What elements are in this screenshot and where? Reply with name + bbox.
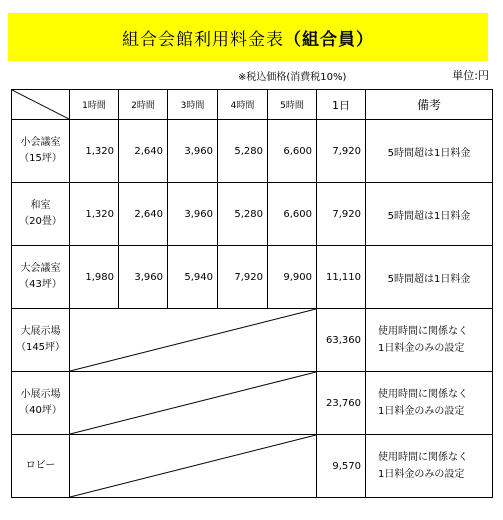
note-line-2: 1日料金のみの設定 xyxy=(378,343,465,354)
room-name: 小展示場 xyxy=(20,389,61,400)
price-3h: 5,940 xyxy=(168,246,218,309)
price-day: 11,110 xyxy=(317,246,366,309)
note-cell: 5時間超は1日料金 xyxy=(366,120,493,183)
title-sub: （組合員） xyxy=(284,29,374,50)
price-day: 7,920 xyxy=(317,183,366,246)
table-row xyxy=(12,246,493,309)
note-line-2: 1日料金のみの設定 xyxy=(378,406,465,417)
table-row xyxy=(12,120,493,183)
room-name: ロビー xyxy=(25,460,56,471)
header-4h: 4時間 xyxy=(218,90,268,120)
room-cell xyxy=(12,309,70,372)
note-line-2: 1日料金のみの設定 xyxy=(378,469,465,480)
price-2h: 2,640 xyxy=(119,120,168,183)
price-3h: 3,960 xyxy=(168,120,218,183)
price-5h: 6,600 xyxy=(268,183,317,246)
note-cell xyxy=(366,435,493,498)
price-4h: 7,920 xyxy=(218,246,268,309)
room-size: （40坪） xyxy=(19,405,62,416)
price-2h: 2,640 xyxy=(119,183,168,246)
room-size: （43坪） xyxy=(19,279,62,290)
header-3h: 3時間 xyxy=(168,90,218,120)
table-row xyxy=(12,435,493,498)
note-cell: 5時間超は1日料金 xyxy=(366,246,493,309)
price-day: 7,920 xyxy=(317,120,366,183)
note-cell xyxy=(366,372,493,435)
unit-note: 単位:円 xyxy=(452,69,489,82)
not-applicable-diagonal xyxy=(70,372,316,434)
table-row xyxy=(12,309,493,372)
price-day: 9,570 xyxy=(317,435,366,498)
room-name: 大展示場 xyxy=(20,326,61,337)
price-4h: 5,280 xyxy=(218,183,268,246)
room-cell xyxy=(12,120,70,183)
room-name: 大会議室 xyxy=(20,263,61,274)
note-cell: 5時間超は1日料金 xyxy=(366,183,493,246)
price-1h: 1,980 xyxy=(70,246,119,309)
header-note: 備考 xyxy=(366,90,493,120)
note-line-1: 使用時間に関係なく xyxy=(378,452,468,463)
table-row xyxy=(12,372,493,435)
price-2h: 3,960 xyxy=(119,246,168,309)
not-applicable-cell xyxy=(70,309,317,372)
price-4h: 5,280 xyxy=(218,120,268,183)
note-cell xyxy=(366,309,493,372)
header-2h: 2時間 xyxy=(119,90,168,120)
price-5h: 6,600 xyxy=(268,120,317,183)
price-day: 63,360 xyxy=(317,309,366,372)
price-day: 23,760 xyxy=(317,372,366,435)
title-banner xyxy=(8,13,488,61)
room-name: 小会議室 xyxy=(20,137,61,148)
not-applicable-cell xyxy=(70,372,317,435)
table-row xyxy=(12,183,493,246)
price-5h: 9,900 xyxy=(268,246,317,309)
tax-note: ※税込価格(消費税10%) xyxy=(238,72,347,83)
page-title xyxy=(122,25,374,50)
not-applicable-diagonal xyxy=(70,309,316,371)
header-5h: 5時間 xyxy=(268,90,317,120)
room-cell xyxy=(12,183,70,246)
note-line-1: 使用時間に関係なく xyxy=(378,326,468,337)
corner-cell xyxy=(12,90,70,120)
room-name: 和室 xyxy=(30,200,51,211)
room-size: （15坪） xyxy=(19,153,62,164)
note-line-1: 使用時間に関係なく xyxy=(378,389,468,400)
room-cell xyxy=(12,372,70,435)
title-main: 組合会館利用料金表 xyxy=(122,29,284,50)
room-cell xyxy=(12,435,70,498)
header-1h: 1時間 xyxy=(70,90,119,120)
header-day: 1日 xyxy=(317,90,366,120)
room-size: （20畳） xyxy=(19,216,62,227)
not-applicable-diagonal xyxy=(70,435,316,497)
not-applicable-cell xyxy=(70,435,317,498)
price-3h: 3,960 xyxy=(168,183,218,246)
fee-table xyxy=(11,89,493,498)
room-cell xyxy=(12,246,70,309)
corner-diagonal xyxy=(12,90,69,119)
price-1h: 1,320 xyxy=(70,183,119,246)
price-1h: 1,320 xyxy=(70,120,119,183)
header-row xyxy=(12,90,493,120)
room-size: （145坪） xyxy=(15,342,66,353)
